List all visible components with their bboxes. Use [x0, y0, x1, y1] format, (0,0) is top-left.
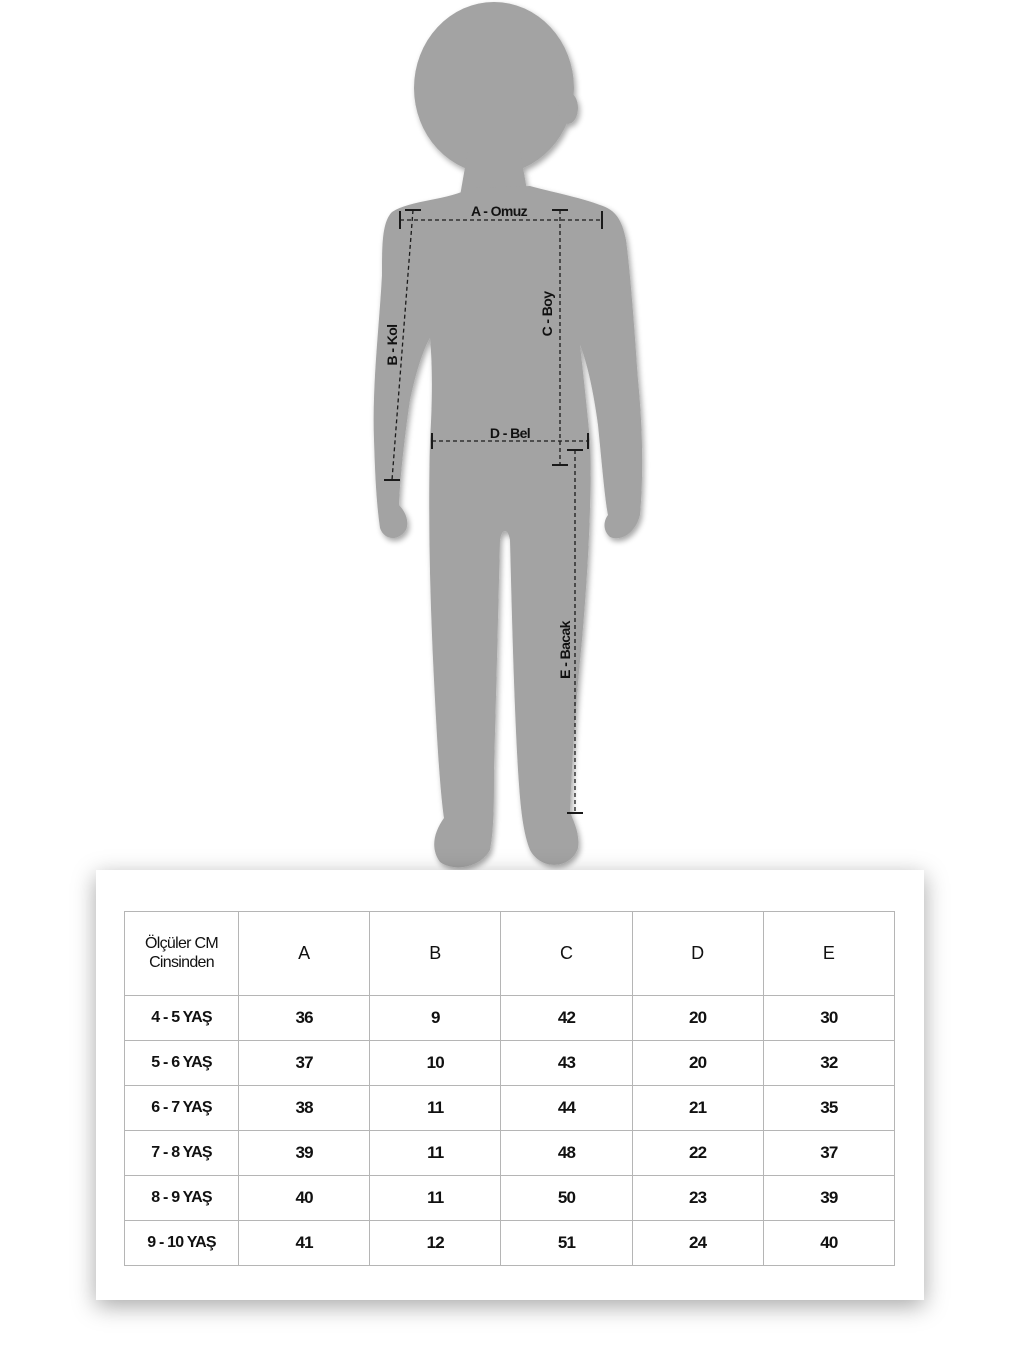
row-label: 6 - 7 YAŞ	[125, 1085, 239, 1130]
cell-e: 39	[763, 1175, 894, 1220]
cell-c: 51	[501, 1220, 632, 1265]
size-chart-table	[124, 911, 895, 1266]
column-header-e: E	[763, 912, 894, 996]
row-label: 4 - 5 YAŞ	[125, 995, 239, 1040]
cell-b: 10	[370, 1040, 501, 1085]
cell-c: 44	[501, 1085, 632, 1130]
cell-d: 20	[632, 995, 763, 1040]
table-row	[125, 1175, 895, 1220]
label-b-kol: B - Kol	[384, 324, 400, 366]
table-row	[125, 1040, 895, 1085]
column-header-d: D	[632, 912, 763, 996]
corner-line-2: Cinsinden	[149, 954, 214, 972]
cell-e: 32	[763, 1040, 894, 1085]
cell-b: 11	[370, 1130, 501, 1175]
cell-a: 36	[239, 995, 370, 1040]
table-header-row	[125, 912, 895, 996]
column-header-b: B	[370, 912, 501, 996]
cell-b: 9	[370, 995, 501, 1040]
cell-c: 48	[501, 1130, 632, 1175]
column-header-a: A	[239, 912, 370, 996]
cell-e: 30	[763, 995, 894, 1040]
cell-a: 41	[239, 1220, 370, 1265]
row-label: 5 - 6 YAŞ	[125, 1040, 239, 1085]
cell-c: 50	[501, 1175, 632, 1220]
cell-a: 37	[239, 1040, 370, 1085]
cell-e: 35	[763, 1085, 894, 1130]
cell-e: 40	[763, 1220, 894, 1265]
cell-b: 11	[370, 1175, 501, 1220]
label-c-boy: C - Boy	[539, 291, 555, 337]
cell-c: 42	[501, 995, 632, 1040]
cell-a: 39	[239, 1130, 370, 1175]
label-d-bel: D - Bel	[489, 425, 531, 441]
row-label: 8 - 9 YAŞ	[125, 1175, 239, 1220]
table-row	[125, 995, 895, 1040]
row-label: 9 - 10 YAŞ	[125, 1220, 239, 1265]
cell-d: 20	[632, 1040, 763, 1085]
label-a-omuz: A - Omuz	[470, 203, 528, 219]
cell-b: 11	[370, 1085, 501, 1130]
size-chart-card	[96, 870, 924, 1300]
cell-b: 12	[370, 1220, 501, 1265]
row-label: 7 - 8 YAŞ	[125, 1130, 239, 1175]
column-header-c: C	[501, 912, 632, 996]
cell-d: 24	[632, 1220, 763, 1265]
cell-d: 23	[632, 1175, 763, 1220]
cell-c: 43	[501, 1040, 632, 1085]
corner-cell	[125, 912, 239, 996]
cell-d: 21	[632, 1085, 763, 1130]
corner-line-1: Ölçüler CM	[144, 935, 218, 953]
cell-a: 40	[239, 1175, 370, 1220]
table-row	[125, 1220, 895, 1265]
table-row	[125, 1130, 895, 1175]
cell-e: 37	[763, 1130, 894, 1175]
label-e-bacak: E - Bacak	[557, 621, 573, 679]
cell-a: 38	[239, 1085, 370, 1130]
table-row	[125, 1085, 895, 1130]
cell-d: 22	[632, 1130, 763, 1175]
